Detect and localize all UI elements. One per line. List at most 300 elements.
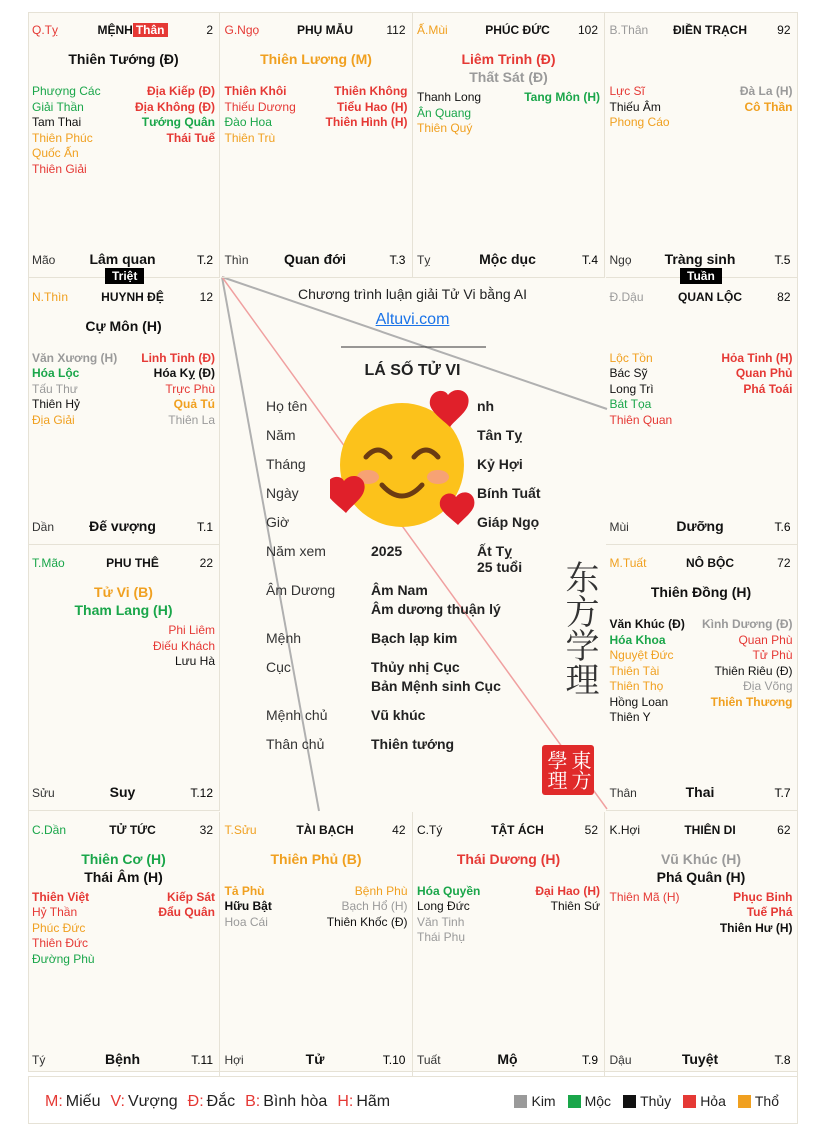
minor-star: Thiên Y	[609, 710, 651, 724]
minor-star: Tấu Thư	[32, 381, 78, 396]
menhchu-value: Vũ khúc	[371, 707, 426, 723]
site-link[interactable]: Altuvi.com	[375, 311, 450, 328]
palace-footer	[610, 518, 791, 534]
element-legend	[514, 1093, 779, 1109]
palace-name	[660, 556, 761, 570]
subtitle: Chương trình luận giải Tử Vi bằng AI	[298, 286, 527, 302]
main-star: Thái Dương (H)	[456, 850, 561, 867]
age: 25 tuổi	[477, 559, 523, 575]
palace-can: Q.Tỵ	[32, 23, 58, 37]
minor-star: Thiên Hỷ	[32, 397, 81, 411]
info-value-canchi: nh	[477, 398, 495, 414]
minor-star: Hoa Cái	[224, 914, 268, 929]
palace-can: T.Sửu	[224, 822, 257, 837]
palace-footer	[610, 784, 791, 800]
palace-branch: Sửu	[32, 786, 55, 800]
life-stage: Tuyệt	[681, 1050, 719, 1067]
palace-number: 12	[199, 289, 213, 304]
star-column-left	[610, 351, 673, 429]
minor-stars	[417, 90, 600, 137]
cuc-2: Bản Mệnh sinh Cục	[371, 678, 501, 694]
element-legend-item	[738, 1093, 779, 1109]
minor-star: Quan Phù	[738, 632, 793, 647]
minor-star: Thái Tuế	[166, 130, 215, 145]
thanchu-value: Thiên tướng	[371, 736, 455, 752]
main-stars	[413, 850, 604, 868]
palace-name-text: HUYNH ĐỆ	[101, 289, 164, 304]
palace-header	[32, 555, 213, 571]
minor-star: Thiên Hình (H)	[325, 115, 408, 129]
palace-name-text: QUAN LỘC	[678, 289, 742, 304]
palace-number: 52	[584, 822, 598, 837]
dai-van: T.4	[581, 253, 598, 267]
minor-stars	[32, 84, 215, 177]
minor-star: Tuế Phá	[746, 905, 793, 919]
main-star: Liêm Trinh (Đ)	[461, 51, 556, 67]
menhchu-label: Mệnh chủ	[266, 707, 328, 723]
minor-star: Điếu Khách	[152, 638, 215, 653]
palace-footer	[32, 784, 213, 800]
minor-star: Đào Hoa	[224, 115, 272, 129]
minor-star: Hóa Khoa	[609, 632, 666, 647]
minor-star: Thiên Hư (H)	[719, 920, 793, 935]
minor-stars	[610, 84, 793, 131]
minor-star: Thiên Thương	[710, 694, 793, 709]
minor-stars	[225, 84, 408, 146]
legend-value: Vượng	[128, 1093, 178, 1110]
legend-value: Bình hòa	[263, 1093, 328, 1110]
main-stars	[221, 850, 412, 868]
minor-star: Thanh Long	[417, 90, 482, 104]
minor-star: Hỷ Thần	[32, 905, 78, 919]
minor-star: Văn Tinh	[417, 914, 465, 929]
palace-name-text: ĐIỀN TRẠCH	[673, 23, 747, 37]
main-star: Cự Môn (H)	[85, 317, 162, 334]
palace-branch: Hợi	[224, 1052, 244, 1067]
palace-number: 82	[777, 289, 791, 304]
life-stage: Lâm quan	[89, 251, 156, 267]
minor-star: Quan Phủ	[735, 366, 793, 380]
minor-star: Địa Kiếp (Đ)	[146, 84, 215, 98]
minor-star: Long Đức	[417, 899, 470, 913]
minor-star: Nguyệt Đức	[609, 648, 674, 662]
color-swatch	[568, 1095, 581, 1108]
minor-star: Thiên Sứ	[550, 899, 600, 913]
main-star: Thiên Lương (M)	[260, 51, 372, 67]
star-column-left	[32, 351, 117, 429]
minor-star: Tiểu Hao (H)	[337, 99, 408, 114]
minor-star: Đường Phù	[32, 951, 95, 966]
element-name: Hỏa	[700, 1093, 726, 1109]
triet-tag: Triệt	[105, 268, 144, 284]
dai-van: T.10	[382, 1052, 406, 1067]
minor-stars	[610, 351, 793, 429]
minor-star: Hóa Quyền	[417, 883, 481, 898]
info-value-canchi: Bính Tuất	[477, 485, 541, 501]
palace-can: G.Ngọ	[224, 23, 260, 37]
palace-name	[660, 823, 761, 837]
minor-star: Thiên La	[168, 412, 215, 427]
palace-header	[610, 289, 791, 305]
minor-star: Giải Thần	[32, 99, 84, 114]
life-stage: Đế vượng	[89, 517, 156, 534]
palace-name-text: TÀI BẠCH	[296, 822, 354, 837]
minor-star: Thiếu Âm	[609, 99, 661, 114]
info-value-canchi: Kỷ Hợi	[477, 456, 523, 472]
palace-header	[417, 822, 598, 838]
palace-can: N.Thìn	[32, 289, 69, 304]
dai-van: T.5	[774, 253, 791, 267]
star-column-left	[610, 617, 685, 726]
palace-name-text: TẬT ÁCH	[491, 822, 544, 837]
info-label: Ngày	[266, 485, 299, 501]
star-column-left	[417, 884, 480, 946]
minor-star: Tam Thai	[32, 115, 82, 129]
legend-key: M:	[45, 1093, 63, 1110]
minor-star: Thiên Thọ	[609, 679, 664, 693]
main-stars	[606, 850, 797, 886]
palace-name-text: PHÚC ĐỨC	[485, 23, 550, 37]
minor-star: Thiên Việt	[32, 889, 90, 904]
life-stage: Tràng sinh	[664, 251, 736, 267]
info-label: Giờ	[266, 514, 290, 530]
minor-star: Lưu Hà	[174, 654, 215, 668]
minor-star: Hóa Lộc	[32, 366, 80, 380]
palace-name-text: THIÊN DI	[684, 822, 736, 837]
palace-number: 102	[577, 23, 598, 37]
palace-header	[610, 555, 791, 571]
palace-branch: Dần	[32, 519, 55, 534]
minor-stars	[225, 884, 408, 931]
minor-star: Long Trì	[609, 381, 654, 396]
palace-can: Ấ.Mùi	[417, 23, 448, 37]
minor-star: Thiên Trù	[224, 130, 276, 145]
minor-star: Phúc Đức	[32, 920, 86, 935]
dai-van: T.11	[191, 1052, 213, 1067]
palace-branch: Thân	[609, 786, 637, 800]
star-column-left	[417, 90, 481, 137]
palace-name	[82, 556, 183, 570]
palace-mui-phucduc	[413, 12, 605, 278]
legend-key: H:	[337, 1093, 354, 1110]
minor-star: Tử Phù	[752, 648, 793, 662]
palace-name	[82, 23, 183, 37]
minor-star: Phượng Các	[32, 84, 101, 98]
menh-label: Mệnh	[266, 630, 302, 646]
cuc-label: Cục	[266, 659, 291, 675]
minor-star: Thiên Khôi	[224, 84, 287, 98]
palace-tuat-noboc	[606, 545, 798, 811]
palace-name-text: PHỤ MẪU	[297, 23, 353, 37]
palace-branch: Tỵ	[417, 253, 431, 267]
minor-star: Lực Sĩ	[609, 84, 645, 98]
legend-value: Hãm	[356, 1093, 391, 1110]
life-stage: Bệnh	[105, 1050, 140, 1067]
palace-ngo-phumau	[221, 12, 413, 278]
dai-van: T.6	[774, 519, 791, 534]
main-star: Thiên Đồng (H)	[650, 584, 752, 600]
palace-number: 72	[777, 556, 791, 570]
minor-star: Hồng Loan	[609, 694, 669, 709]
palace-name	[275, 23, 376, 37]
minor-star: Quả Tú	[173, 397, 215, 411]
palace-name	[275, 823, 376, 837]
palace-can: K.Hợi	[609, 822, 641, 837]
star-column-right	[740, 84, 793, 131]
info-label: Năm xem	[266, 543, 326, 559]
legend-value: Đắc	[206, 1093, 236, 1110]
main-stars	[28, 850, 219, 886]
palace-number: 112	[386, 23, 406, 37]
element-name: Thủy	[640, 1093, 672, 1109]
palace-number: 42	[392, 822, 406, 837]
minor-star: Hóa Kỵ (Đ)	[153, 366, 215, 380]
minor-star: Trực Phù	[165, 381, 215, 396]
palace-ty-menh	[28, 12, 220, 278]
palace-branch: Mùi	[609, 519, 629, 534]
palace-than-dientrach	[606, 12, 798, 278]
star-column-right	[721, 351, 792, 429]
amduong-1: Âm Nam	[371, 582, 428, 598]
minor-star: Quốc Ấn	[32, 146, 79, 160]
palace-name	[660, 290, 761, 304]
info-label: Tháng	[266, 456, 306, 472]
palace-header	[225, 822, 406, 838]
palace-name	[467, 23, 568, 37]
palace-number: 92	[777, 23, 791, 37]
life-stage: Suy	[109, 784, 136, 800]
palace-number: 32	[199, 822, 213, 837]
star-column-right	[141, 351, 215, 429]
dai-van: T.7	[774, 786, 791, 800]
star-column-left	[610, 890, 680, 937]
minor-star: Thiên Khốc (Đ)	[326, 914, 408, 929]
main-star: Tử Vi (B)	[94, 584, 153, 600]
element-name: Kim	[531, 1093, 556, 1109]
info-label: Họ tên	[266, 398, 308, 414]
palace-name-text: PHU THÊ	[106, 556, 159, 570]
legend-value: Miếu	[65, 1093, 101, 1110]
palace-header	[610, 22, 791, 38]
minor-star: Thiên Mã (H)	[609, 889, 680, 904]
dai-van: T.1	[196, 519, 213, 534]
minor-star: Thái Phụ	[417, 930, 466, 944]
palace-name	[82, 290, 183, 304]
palace-number: 22	[199, 556, 213, 570]
dai-van: T.12	[190, 786, 213, 800]
color-swatch	[623, 1095, 636, 1108]
palace-footer	[225, 1051, 406, 1067]
minor-star: Đại Hao (H)	[535, 883, 600, 898]
legend-key: V:	[110, 1093, 125, 1110]
main-stars	[413, 50, 604, 86]
color-swatch	[738, 1095, 751, 1108]
minor-star: Thiên Phúc	[32, 130, 93, 145]
palace-branch: Dậu	[609, 1052, 632, 1067]
minor-star: Đẩu Quân	[158, 905, 215, 919]
minor-star: Văn Xương (H)	[32, 350, 118, 365]
minor-star: Ân Quang	[417, 105, 472, 120]
minor-stars	[417, 884, 600, 946]
palace-branch: Tý	[32, 1052, 46, 1067]
dai-van: T.2	[196, 253, 213, 267]
palace-number: 62	[777, 822, 791, 837]
dai-van: T.8	[774, 1052, 791, 1067]
star-column-right	[327, 884, 408, 931]
minor-star: Thiếu Dương	[224, 99, 296, 114]
star-column-right	[158, 890, 215, 968]
minor-star: Lộc Tồn	[609, 350, 653, 365]
palace-header	[32, 22, 213, 38]
life-stage: Thai	[685, 784, 715, 800]
minor-star: Phục Binh	[733, 889, 793, 904]
minor-stars	[610, 617, 793, 726]
minor-stars	[32, 623, 215, 670]
minor-star: Cô Thần	[744, 99, 793, 114]
main-stars	[28, 583, 219, 619]
minor-star: Kình Dương (Đ)	[701, 617, 793, 631]
main-star: Thiên Cơ (H)	[81, 850, 166, 867]
palace-can: Đ.Dậu	[609, 289, 644, 304]
minor-star: Thiên Giải	[32, 161, 87, 176]
minor-stars	[610, 890, 793, 937]
palace-mao-phuthe	[28, 545, 220, 811]
star-column-right	[702, 617, 793, 726]
than-badge: Thân	[133, 23, 168, 37]
palace-header	[32, 822, 213, 838]
palace-footer	[610, 251, 791, 267]
minor-star: Phi Liêm	[168, 623, 215, 637]
palace-branch: Mão	[32, 253, 56, 267]
legend-bar	[28, 1076, 798, 1124]
cuc-1: Thủy nhị Cục	[371, 659, 460, 675]
palace-dau-quanloc	[606, 279, 798, 545]
minor-star: Thiên Đức	[32, 936, 89, 950]
star-column-left	[225, 884, 272, 931]
palace-footer	[417, 1051, 598, 1067]
star-column-right	[326, 84, 408, 146]
minor-star: Tả Phù	[224, 883, 265, 898]
color-swatch	[683, 1095, 696, 1108]
palace-ty2-tatach	[413, 812, 605, 1078]
palace-name-text: MỆNH	[97, 23, 133, 37]
info-value-canchi: Giáp Ngọ	[477, 514, 540, 530]
minor-star: Bạch Hổ (H)	[341, 899, 408, 913]
main-stars	[221, 50, 412, 68]
element-name: Mộc	[584, 1093, 612, 1109]
palace-can: M.Tuất	[609, 556, 647, 570]
minor-star: Tang Môn (H)	[524, 90, 600, 104]
palace-footer	[32, 1051, 213, 1067]
amduong-label: Âm Dương	[266, 582, 336, 598]
palace-footer	[32, 251, 213, 267]
smiling-face-hearts-icon	[330, 385, 480, 535]
info-value: 2025	[371, 543, 403, 559]
palace-can: C.Dần	[32, 822, 67, 837]
minor-star: Phá Toái	[743, 381, 793, 396]
main-star: Tham Lang (H)	[74, 602, 173, 618]
main-stars	[28, 50, 219, 68]
element-legend-item	[568, 1093, 611, 1109]
star-column-right	[135, 84, 215, 177]
palace-name	[660, 23, 761, 37]
minor-star: Thiên Riêu (Đ)	[714, 663, 793, 678]
minor-star: Địa Giải	[32, 412, 75, 427]
minor-star: Bệnh Phù	[354, 883, 408, 898]
element-name: Thổ	[754, 1093, 779, 1109]
palace-footer	[225, 251, 406, 267]
palace-branch: Tuất	[417, 1052, 441, 1067]
star-column-right	[524, 90, 600, 137]
star-column-left	[610, 84, 670, 131]
dai-van: T.3	[389, 253, 406, 267]
amduong-2: Âm dương thuận lý	[371, 601, 501, 617]
palace-header	[32, 289, 213, 305]
main-star: Phá Quân (H)	[656, 868, 746, 885]
red-seal-stamp: 東方學理	[542, 745, 594, 795]
minor-star: Địa Võng	[743, 679, 793, 693]
legend-key: Đ:	[187, 1093, 204, 1110]
star-column-left	[32, 84, 101, 177]
minor-star: Kiếp Sát	[166, 889, 215, 904]
life-stage: Dưỡng	[676, 517, 724, 534]
palace-can: T.Mão	[32, 556, 65, 570]
palace-number: 2	[206, 23, 213, 37]
palace-footer	[610, 1051, 791, 1067]
palace-name	[82, 823, 183, 837]
palace-can: C.Tý	[417, 822, 443, 837]
palace-footer	[417, 251, 598, 267]
minor-star: Hỏa Tinh (H)	[721, 350, 793, 365]
palace-branch: Ngọ	[609, 253, 632, 267]
palace-dan-tutuc	[28, 812, 220, 1078]
minor-star: Thiên Quan	[609, 412, 673, 427]
palace-name	[467, 823, 568, 837]
color-swatch	[514, 1095, 527, 1108]
main-stars	[606, 583, 797, 601]
tuan-tag: Tuần	[680, 268, 722, 284]
main-star: Thiên Tướng (Đ)	[68, 51, 179, 67]
palace-name-text: NÔ BỘC	[686, 556, 734, 570]
life-stage: Tử	[305, 1050, 325, 1067]
minor-star: Văn Khúc (Đ)	[609, 617, 685, 631]
minor-stars	[32, 351, 215, 429]
minor-star: Hữu Bật	[224, 899, 272, 913]
palace-footer	[32, 518, 213, 534]
element-legend-item	[683, 1093, 726, 1109]
palace-hoi-thiendi	[606, 812, 798, 1078]
star-column-left	[225, 84, 296, 146]
element-legend-item	[514, 1093, 555, 1109]
minor-star: Địa Không (Đ)	[135, 99, 215, 114]
palace-suu-taibach	[221, 812, 413, 1078]
legend-key: B:	[245, 1093, 261, 1110]
minor-star: Bác Sỹ	[609, 366, 648, 380]
minor-star: Bát Tọa	[609, 397, 652, 411]
minor-star: Linh Tinh (Đ)	[141, 350, 215, 365]
menh-value: Bạch lạp kim	[371, 630, 458, 646]
calligraphy-text: 东方学理	[559, 560, 599, 696]
main-star: Thái Âm (H)	[84, 868, 163, 885]
minor-star: Thiên Tài	[609, 663, 660, 678]
palace-header	[610, 822, 791, 838]
life-stage: Mộc dục	[479, 251, 536, 267]
star-column-right	[153, 623, 215, 670]
life-stage: Mộ	[497, 1050, 518, 1067]
star-column-right	[720, 890, 793, 937]
star-column-right	[535, 884, 600, 946]
star-column-left	[32, 890, 95, 968]
